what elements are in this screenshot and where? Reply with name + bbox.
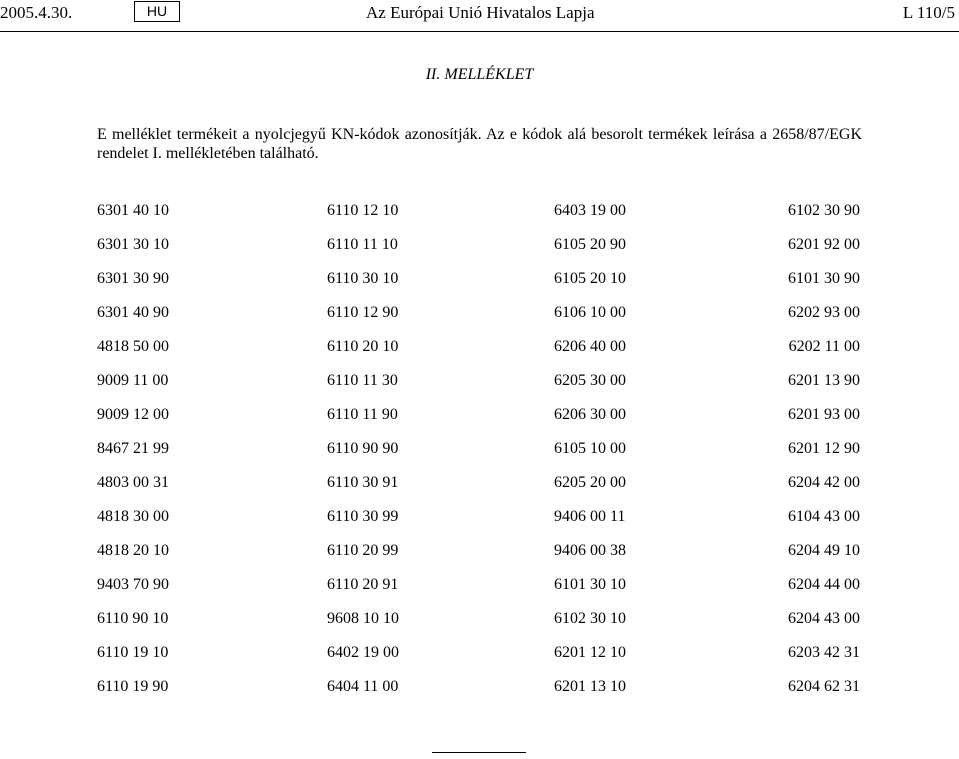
- kn-code: 6110 20 99: [327, 542, 399, 559]
- kn-code: 4803 00 31: [97, 474, 169, 491]
- kn-code: 6204 62 31: [788, 678, 860, 695]
- annex-title: II. MELLÉKLET: [425, 66, 534, 83]
- kn-code: 6101 30 90: [788, 270, 860, 287]
- kn-code: 6301 40 10: [97, 202, 169, 219]
- footer-divider: [432, 752, 526, 753]
- kn-code: 6110 30 99: [327, 508, 399, 525]
- kn-code: 6110 30 91: [327, 474, 399, 491]
- kn-code: 6110 20 10: [327, 338, 399, 355]
- page-header: [0, 0, 959, 32]
- code-column-2: [327, 200, 399, 710]
- kn-code: 6110 11 30: [327, 372, 398, 389]
- publication-date: 2005.4.30.: [0, 3, 73, 22]
- kn-code: 6110 12 90: [327, 304, 399, 321]
- kn-code: 6204 42 00: [788, 474, 860, 491]
- kn-code: 6301 30 10: [97, 236, 169, 253]
- annex-intro-text: E melléklet termékeit a nyolcjegyű KN-kódok azonosítják. Az e kódok alá besorolt termékek leírása a 2658/87/EGK rendelet I. mellékletében található.: [97, 126, 862, 162]
- kn-code: 6110 11 90: [327, 406, 398, 423]
- kn-code: 6110 12 10: [327, 202, 399, 219]
- kn-code: 9608 10 10: [327, 610, 399, 627]
- language-badge: HU: [134, 1, 180, 22]
- kn-code: 6202 11 00: [788, 338, 860, 355]
- kn-code: 6204 49 10: [788, 542, 860, 559]
- kn-code: 6110 19 10: [97, 644, 169, 661]
- kn-code: 6201 13 10: [554, 678, 626, 695]
- kn-code: 4818 50 00: [97, 338, 169, 355]
- kn-code: 6204 44 00: [788, 576, 860, 593]
- kn-code: 6110 19 90: [97, 678, 169, 695]
- kn-code: 4818 20 10: [97, 542, 169, 559]
- kn-code: 6110 90 90: [327, 440, 399, 457]
- kn-code: 6206 30 00: [554, 406, 626, 423]
- kn-code: 6203 42 31: [788, 644, 860, 661]
- kn-code: 6201 13 90: [788, 372, 860, 389]
- journal-title: Az Európai Unió Hivatalos Lapja: [366, 3, 595, 22]
- kn-code: 6205 20 00: [554, 474, 626, 491]
- kn-code: 6301 40 90: [97, 304, 169, 321]
- kn-code: 9406 00 11: [554, 508, 626, 525]
- kn-code: 6101 30 10: [554, 576, 626, 593]
- kn-code: 9009 12 00: [97, 406, 169, 423]
- kn-code: 6201 92 00: [788, 236, 860, 253]
- page-reference: L 110/5: [902, 3, 955, 22]
- kn-code: 6106 10 00: [554, 304, 626, 321]
- code-column-4: [788, 200, 860, 710]
- kn-code: 4818 30 00: [97, 508, 169, 525]
- kn-code: 6402 19 00: [327, 644, 399, 661]
- kn-code: 6205 30 00: [554, 372, 626, 389]
- kn-code: 6301 30 90: [97, 270, 169, 287]
- code-column-3: [554, 200, 626, 710]
- kn-code: 6102 30 10: [554, 610, 626, 627]
- kn-code: 6105 20 10: [554, 270, 626, 287]
- kn-code: 6201 12 10: [554, 644, 626, 661]
- kn-code: 6104 43 00: [788, 508, 860, 525]
- kn-code: 6110 30 10: [327, 270, 399, 287]
- kn-code: 6105 10 00: [554, 440, 626, 457]
- kn-code: 6105 20 90: [554, 236, 626, 253]
- kn-code: 9406 00 38: [554, 542, 626, 559]
- kn-code: 6404 11 00: [327, 678, 399, 695]
- kn-code: 6110 20 91: [327, 576, 399, 593]
- code-column-1: [97, 200, 169, 710]
- kn-code: 6202 93 00: [788, 304, 860, 321]
- kn-code: 6201 12 90: [788, 440, 860, 457]
- kn-code: 6204 43 00: [788, 610, 860, 627]
- kn-code: 6206 40 00: [554, 338, 626, 355]
- kn-code: 6403 19 00: [554, 202, 626, 219]
- kn-code: 8467 21 99: [97, 440, 169, 457]
- kn-code: 6110 11 10: [327, 236, 398, 253]
- kn-code: 9009 11 00: [97, 372, 169, 389]
- kn-code: 6102 30 90: [788, 202, 860, 219]
- kn-code: 9403 70 90: [97, 576, 169, 593]
- kn-code: 6201 93 00: [788, 406, 860, 423]
- kn-code: 6110 90 10: [97, 610, 169, 627]
